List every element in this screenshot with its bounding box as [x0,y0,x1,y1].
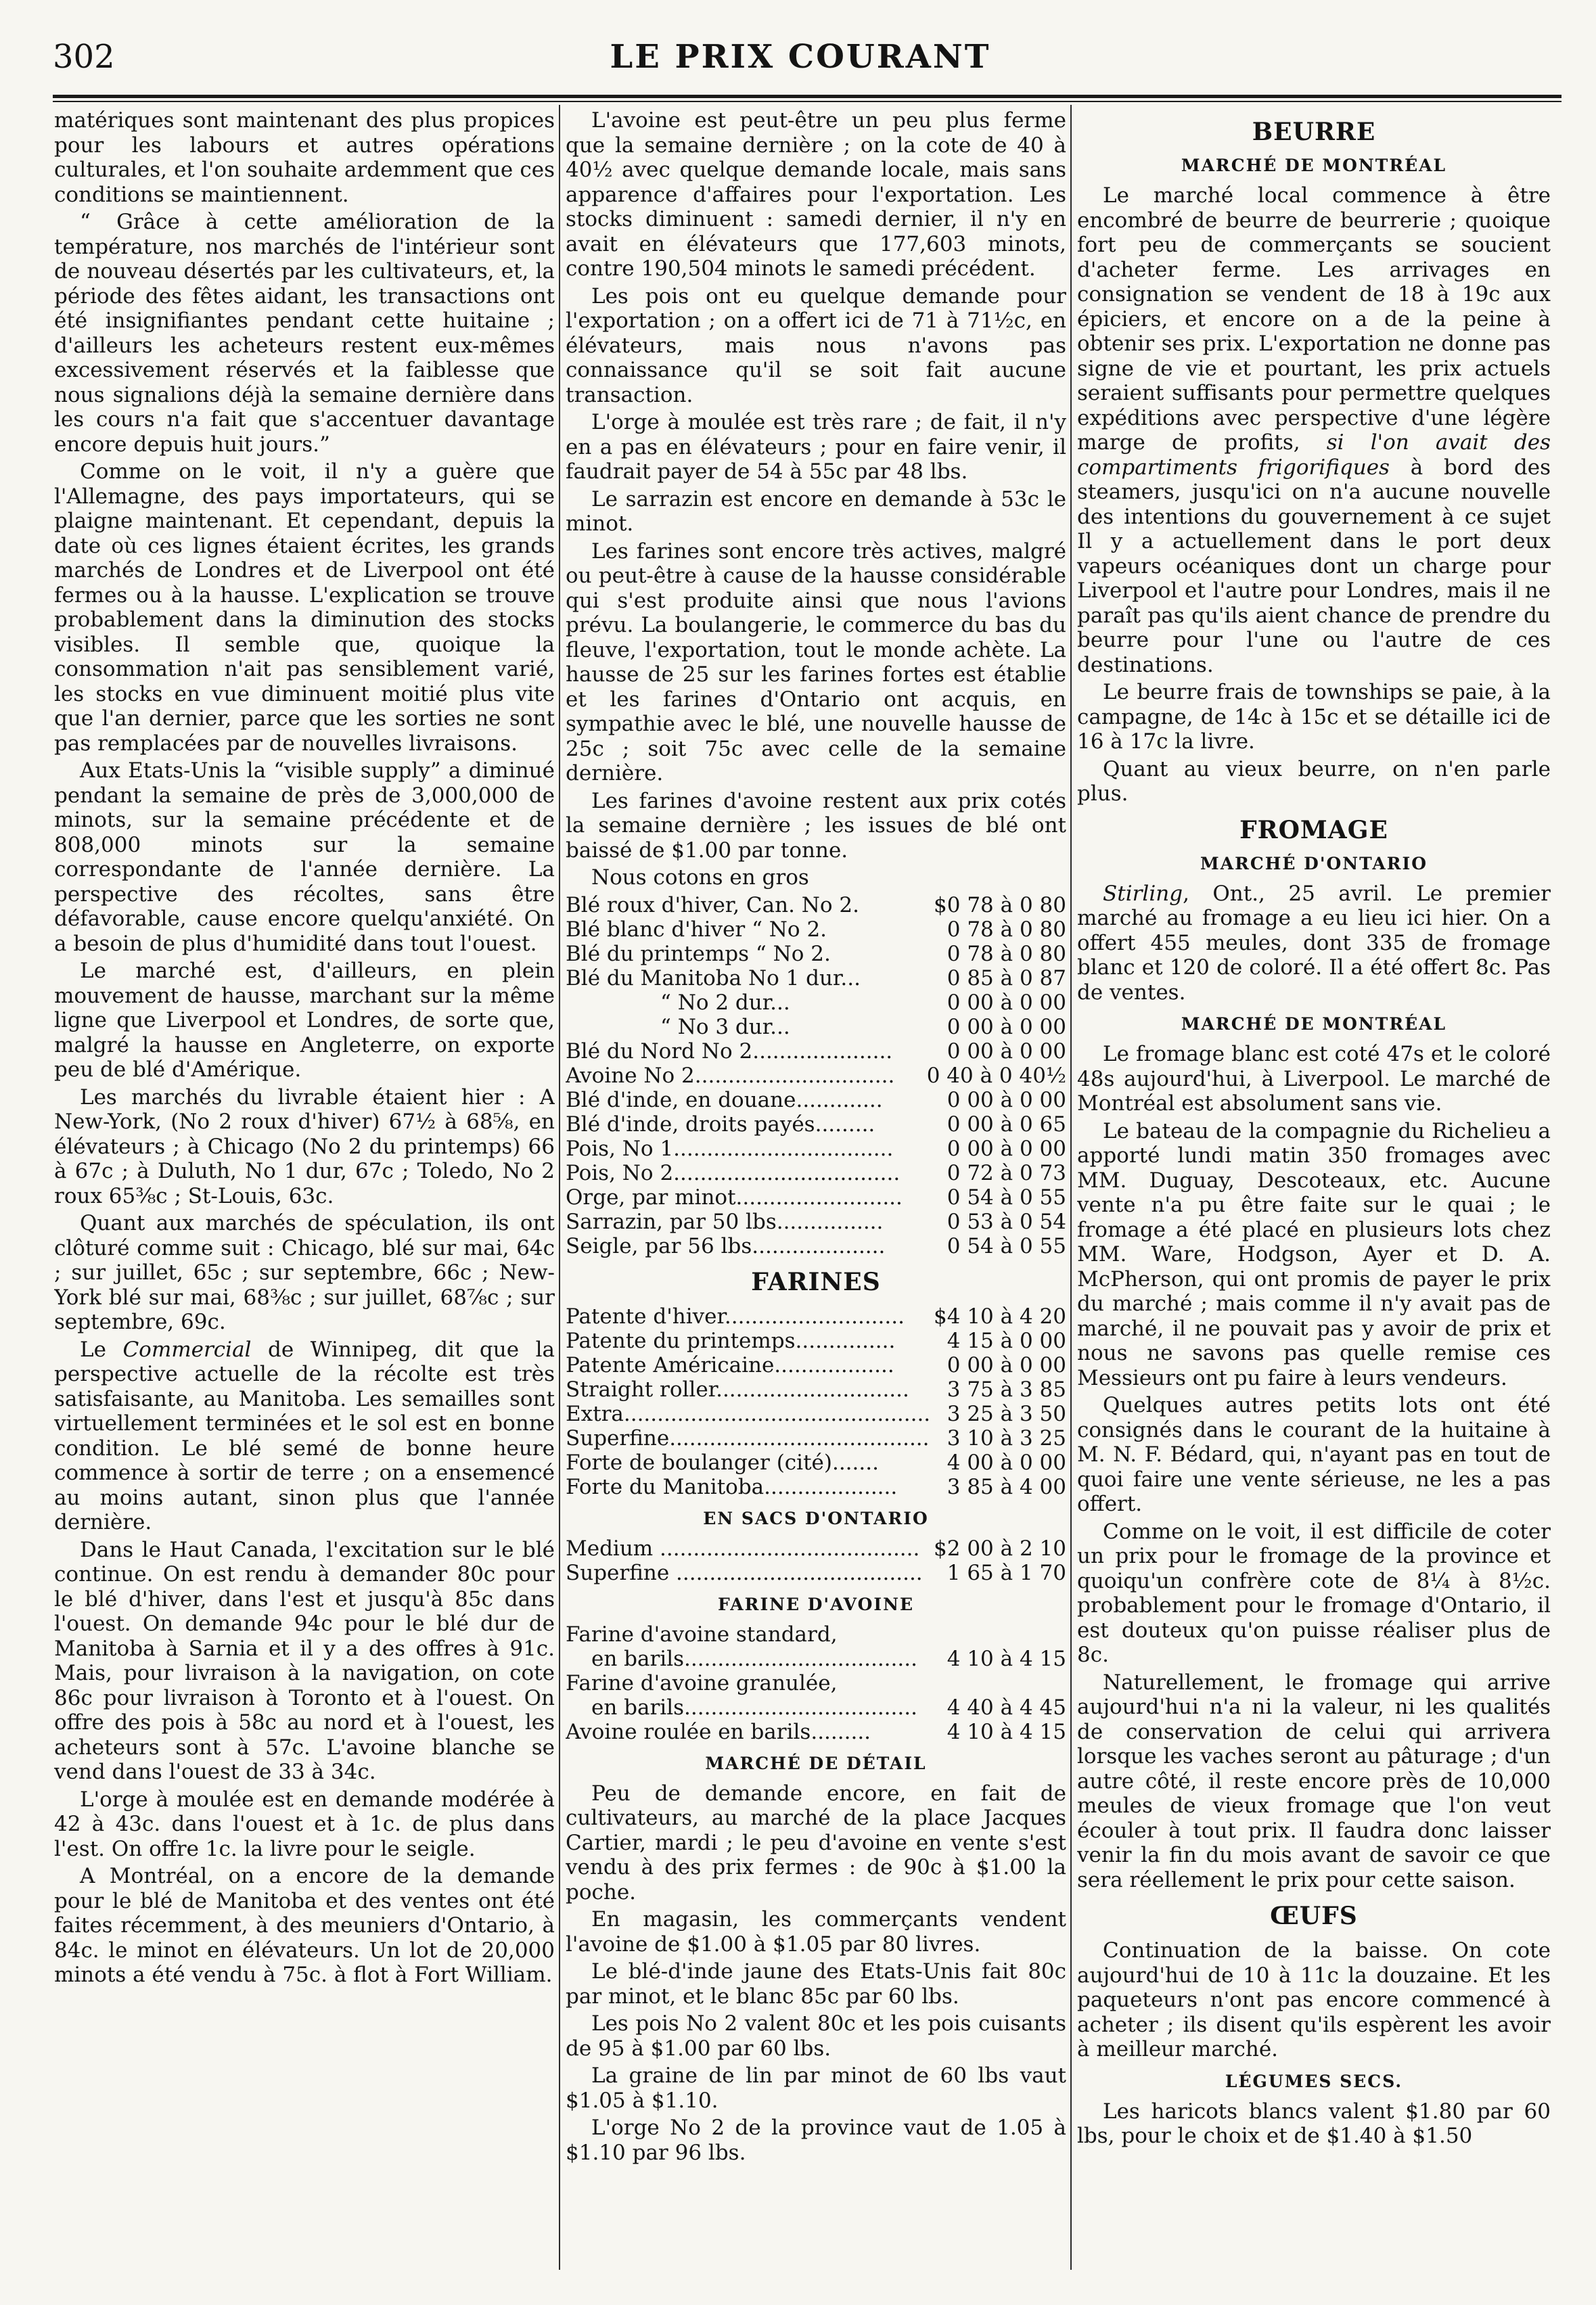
price-label: Blé du printemps “ No 2. [566,941,831,966]
section-heading-farines: FARINES [751,1267,881,1296]
article-paragraph: A Montréal, on a encore de la demande pour le blé de Manitoba et des ventes ont été faites récemment, à des meuniers d'Ontario, à 84c. le minot en élévateurs. Un lot de 20,000 minots a été vendu à 75c. à flot à Fort William. [54,1864,555,1987]
subsection-heading: MARCHÉ DE MONTRÉAL [1181,156,1447,175]
oatmeal-price-table [566,1622,1066,1744]
price-row [566,1377,1066,1402]
article-paragraph: matériques sont maintenant des plus propices pour les labours et autres opérations culturales, et l'on souhaite ardemment que ces conditions se maintiennent. [54,108,555,207]
price-value: 0 53 à 0 54 [947,1209,1066,1234]
price-value: 0 00 à 0 00 [947,1039,1066,1064]
price-label: Blé du Manitoba No 1 dur... [566,965,861,990]
column-2 [566,108,1066,2266]
price-label: Pois, No 2.................................. [566,1160,900,1185]
article-paragraph: Le blé-d'inde jaune des Etats-Unis fait 80c par minot, et le blanc 85c par 60 lbs. [566,1959,1066,2009]
price-row [566,1185,1066,1210]
article-paragraph: Quelques autres petits lots ont été consignés dans le courant de la huitaine à M. N. F. Bédard, qui, n'ayant pas en tout de quoi faire une vente sérieuse, ne les a pas offert. [1077,1393,1551,1516]
article-paragraph: Comme on le voit, il est difficile de coter un prix pour le fromage de la province et quoiqu'un confrère cote de 8¼ à 8½c. probablement pour le fromage d'Ontario, il est douteux qu'on puisse réaliser plus de 8c. [1077,1519,1551,1667]
price-label: Seigle, par 56 lbs.................... [566,1233,886,1258]
price-value: 0 00 à 0 00 [947,1352,1066,1377]
price-value: 0 00 à 0 00 [947,1136,1066,1161]
article-paragraph [1077,882,1551,1005]
column-1 [54,108,555,2266]
price-row [566,1720,1066,1744]
price-value: 0 40 à 0 40½ [926,1063,1066,1088]
article-paragraph: Les pois No 2 valent 80c et les pois cuisants de 95 à $1.00 par 60 lbs. [566,2011,1066,2061]
column-3 [1077,108,1551,2266]
article-paragraph: Les pois ont eu quelque demande pour l'exportation ; on a offert ici de 71 à 71½c, en élévateurs, mais nous n'avons pas connaissance qu'il se soit fait aucune transaction. [566,283,1066,407]
price-value: $2 00 à 2 10 [934,1536,1066,1561]
price-label: Blé d'inde, en douane............. [566,1087,883,1112]
price-row [566,1112,1066,1137]
column-divider [1070,105,1072,2270]
article-paragraph: Le fromage blanc est coté 47s et le coloré 48s aujourd'hui, à Liverpool. Le marché de Montréal est absolument sans vie. [1077,1042,1551,1116]
subsection-heading-detail: MARCHÉ DE DÉTAIL [705,1753,927,1773]
flour-price-table [566,1304,1066,1499]
article-paragraph: Les farines d'avoine restent aux prix cotés la semaine dernière ; les issues de blé ont baissé de $1.00 par tonne. [566,788,1066,863]
article-paragraph: Les marchés du livrable étaient hier : A New-York, (No 2 roux d'hiver) 67½ à 68⅝, en élévateurs ; à Chicago (No 2 du printemps) 66 à 67c ; à Duluth, No 1 dur, 67c ; Toledo, No 2 roux 65⅜c ; St-Louis, 63c. [54,1085,555,1208]
price-row [566,966,1066,990]
price-value: 4 15 à 0 00 [947,1328,1066,1353]
text-run: Le [80,1337,123,1362]
price-value: 0 72 à 0 73 [947,1160,1066,1185]
article-paragraph: Dans le Haut Canada, l'excitation sur le blé continue. On est rendu à demander 80c pour le blé d'hiver, dans l'est et jusqu'à 85c dans l'ouest. On demande 94c pour le blé dur de Manitoba à Sarnia et il y a des offres à 91c. Mais, pour livraison à la navigation, on cote 86c pour livraison à Toronto et à l'ouest. On offre des pois à 58c au nord et à l'ouest, les acheteurs sont à 57c. L'avoine blanche se vend dans l'ouest de 33 à 34c. [54,1537,555,1784]
price-row [566,1304,1066,1329]
subsection-heading: MARCHÉ D'ONTARIO [1200,853,1428,873]
article-paragraph: Comme on le voit, il n'y a guère que l'Allemagne, des pays importateurs, qui se plaigne maintenant. Et cependant, depuis la date où ces lignes étaient écrites, les grands marchés de Londres et de Liverpool ont été fermes ou à la hausse. L'explication se trouve probablement dans la diminution des stocks visibles. Il semble que, quoique la consommation n'ait pas sensiblement varié, les stocks en vue diminuent moitié plus vite que l'an dernier, parce que les sorties ne sont pas remplacées par de nouvelles livraisons. [54,459,555,756]
price-row [566,893,1066,917]
price-row [566,1475,1066,1499]
price-row [566,1234,1066,1258]
text-run: Le marché local commence à être encombré de beurre de beurrerie ; quoique fort peu de commerçants se soucient d'acheter ferme. Les arrivages en consignation se vendent de 18 à 19c aux épiciers, et encore on a de la peine à obtenir ses prix. L'exportation ne donne pas signe de vie et pourtant, les prix actuels seraient suffisants pour permettre quelques expéditions avec perspective d'une légère marge de profits, [1077,183,1551,455]
price-value: 4 00 à 0 00 [947,1450,1066,1475]
price-label: en barils................................... [591,1695,917,1720]
price-value: 3 75 à 3 85 [947,1377,1066,1402]
price-value: 0 85 à 0 87 [947,965,1066,990]
price-row [566,1402,1066,1426]
article-paragraph: Quant au vieux beurre, on n'en parle plus. [1077,756,1551,806]
article-paragraph: La graine de lin par minot de 60 lbs vaut $1.05 à $1.10. [566,2063,1066,2113]
article-paragraph [1077,183,1551,677]
italic-text: si l'on avait des compartiments frigorifiques [1077,430,1551,480]
section-heading-fromage: FROMAGE [1239,815,1388,844]
article-paragraph: Peu de demande encore, en fait de cultivateurs, au marché de la place Jacques Cartier, mardi ; le peu d'avoine en vente s'est vendu à des prix fermes : de 90c à $1.00 la poche. [566,1781,1066,1904]
running-title: LE PRIX COURANT [610,38,991,76]
price-row [566,1647,1066,1671]
subsection-heading: MARCHÉ DE MONTRÉAL [1181,1014,1447,1034]
article-paragraph: Continuation de la baisse. On cote aujourd'hui de 10 à 11c la douzaine. Et les paqueteurs n'ont pas encore commencé à acheter ; ils disent qu'ils espèrent les avoir à meilleur marché. [1077,1938,1551,2061]
price-value: 4 10 à 4 15 [947,1719,1066,1744]
column-divider [559,105,560,2270]
price-row [566,1088,1066,1112]
price-value: 0 54 à 0 55 [947,1185,1066,1210]
price-label: Farine d'avoine standard, [566,1622,838,1647]
article-paragraph: L'orge à moulée est en demande modérée à 42 à 43c. dans l'ouest et à 1c. de plus dans l'est. On offre 1c. la livre pour le seigle. [54,1787,555,1861]
price-label: Forte du Manitoba.................... [566,1474,898,1499]
section-heading-beurre: BEURRE [1252,118,1376,146]
price-label: Farine d'avoine granulée, [566,1670,838,1695]
price-row [566,917,1066,942]
subsection-heading-legumes: LÉGUMES SECS. [1225,2071,1403,2091]
price-list-intro: Nous cotons en gros [591,865,809,890]
text-run: de Winnipeg, dit que la perspective actuelle de la récolte est très satisfaisante, au Manitoba. Les semailles sont virtuellement terminées et le sol est en bonne condition. Le blé semé de bonne heure commence à sortir de terre ; on a ensemencé au moins autant, sinon plus que l'année dernière. [54,1337,555,1534]
price-label: Avoine roulée en barils......... [566,1719,871,1744]
price-label: Blé d'inde, droits payés......... [566,1112,875,1137]
price-value: 4 10 à 4 15 [947,1646,1066,1671]
price-value: 0 00 à 0 00 [947,990,1066,1015]
subsection-heading-sacs: EN SACS D'ONTARIO [703,1508,929,1528]
price-label: “ No 2 dur... [660,990,790,1015]
price-value: 3 25 à 3 50 [947,1401,1066,1426]
price-value: 3 85 à 4 00 [947,1474,1066,1499]
subsection-heading-avoine: FARINE D'AVOINE [717,1594,914,1614]
price-row [566,1695,1066,1720]
price-row [566,1671,1066,1695]
price-value: 0 00 à 0 65 [947,1112,1066,1137]
price-label: Superfine....................................... [566,1425,930,1451]
header-rule-thin [53,101,1561,102]
price-row [566,1015,1066,1039]
price-value: 0 54 à 0 55 [947,1233,1066,1258]
price-label: Medium ....................................... [566,1536,920,1561]
price-value: 0 78 à 0 80 [947,941,1066,966]
page-number: 302 [53,38,115,76]
text-run: à bord des steamers, jusqu'ici on n'a aucune nouvelle des intentions du gouvernement à ce sujet Il y a actuellement dans le port deux vapeurs océaniques dont un charge pour Liverpool et l'autre pour Londres, mais il ne paraît pas qu'ils aient chance de prendre du beurre pour l'une ou l'autre de ces destinations. [1077,455,1551,677]
place-name: Stirling [1103,881,1183,906]
section-heading-oeufs: ŒUFS [1270,1902,1358,1930]
text-run: , Ont., 25 avril. Le premier marché au fromage a eu lieu ici hier. On a offert 455 meules, dont 335 de fromage blanc et 120 de coloré. Il a été offert 8c. Pas de ventes. [1077,881,1551,1005]
article-paragraph: Le bateau de la compagnie du Richelieu a apporté lundi matin 350 fromages avec MM. Duguay, Descoteaux, etc. Aucune vente n'a pu être faite sur le quai ; le fromage a été placé en plusieurs lots chez MM. Ware, Hodgson, Ayer et D. A. McPherson, qui ont promis de payer le prix du marché ; mais comme il n'y avait pas de marché, il ne pouvait pas y avoir de prix et nous ne savons pas quelle remise ces Messieurs ont pu faire à leurs vendeurs. [1077,1118,1551,1390]
article-paragraph: L'orge No 2 de la province vaut de 1.05 à $1.10 par 96 lbs. [566,2116,1066,2165]
price-label: Orge, par minot......................... [566,1185,903,1210]
price-value: $4 10 à 4 20 [934,1304,1066,1329]
price-label: Superfine ..................................... [566,1560,923,1585]
price-row [566,1210,1066,1234]
price-value: 3 10 à 3 25 [947,1425,1066,1451]
price-value: 1 65 à 1 70 [947,1560,1066,1585]
article-paragraph: “ Grâce à cette amélioration de la température, nos marchés de l'intérieur sont de nouveau désertés par les cultivateurs, et, la période des fêtes aidant, les transactions ont été insignifiantes pendant cette huitaine ; d'ailleurs les acheteurs restent eux-mêmes excessivement réservés et la faiblesse que nous signalions déjà la semaine dernière dans les cours n'a fait que s'accentuer davantage encore depuis huit jours.” [54,210,555,457]
price-label: Patente d'hiver........................... [566,1304,905,1329]
price-row [566,1451,1066,1475]
price-label: Forte de boulanger (cité)....... [566,1450,879,1475]
price-label: Sarrazin, par 50 lbs................ [566,1209,884,1234]
price-row [566,1561,1066,1585]
article-paragraph: Le marché est, d'ailleurs, en plein mouvement de hausse, marchant sur la même ligne que Liverpool et Londres, de sorte que, malgré la hausse en Angleterre, on exporte peu de blé d'Amérique. [54,959,555,1082]
price-label: Avoine No 2.............................. [566,1063,895,1088]
article-paragraph: Les haricots blancs valent $1.80 par 60 lbs, pour le choix et de $1.40 à $1.50 [1077,2099,1551,2148]
article-paragraph [54,1338,555,1535]
price-value: $0 78 à 0 80 [934,892,1066,917]
article-paragraph: Naturellement, le fromage qui arrive aujourd'hui n'a ni la valeur, ni les qualités de conservation de celui qui arrivera lorsque les vaches seront au pâturage ; d'un autre côté, il reste encore près de 10,000 meules de vieux fromage que l'on veut écouler à tout prix. Il faudra donc laisser venir la fin du mois avant de savoir ce que sera réellement le prix pour cette saison. [1077,1670,1551,1892]
article-paragraph: L'orge à moulée est très rare ; de fait, il n'y en a pas en élévateurs ; pour en faire venir, il faudrait payer de 54 à 55c par 48 lbs. [566,410,1066,484]
article-paragraph: Les farines sont encore très actives, malgré ou peut-être à cause de la hausse considérable qui s'est produite ainsi que nous l'avions prévu. La boulangerie, le commerce du bas du fleuve, l'exportation, tout le monde achète. La hausse de 25 sur les farines fortes est établie et les farines d'Ontario ont acquis, en sympathie avec le blé, une nouvelle hausse de 25c ; soit 75c avec celle de la semaine dernière. [566,539,1066,785]
price-label: Blé blanc d'hiver “ No 2. [566,917,827,942]
article-paragraph: Aux Etats-Unis la “visible supply” a diminué pendant la semaine de près de 3,000,000 de minots, sur la semaine précédente et de 808,000 minots sur la semaine correspondante de l'année dernière. La perspective des récoltes, sans être défavorable, cause encore quelqu'anxiété. On a besoin de plus d'humidité dans tout l'ouest. [54,758,555,956]
price-row [566,1622,1066,1647]
price-label: en barils................................... [591,1646,917,1671]
price-row [566,1353,1066,1377]
price-row [566,1329,1066,1353]
article-paragraph: Le sarrazin est encore en demande à 53c le minot. [566,486,1066,536]
grain-price-table [566,893,1066,1258]
price-row [566,1137,1066,1161]
price-label: Patente Américaine.................. [566,1352,894,1377]
price-row [566,1039,1066,1064]
price-value: 4 40 à 4 45 [947,1695,1066,1720]
price-row [566,1426,1066,1451]
page-header [53,32,1548,80]
publication-name: Commercial [122,1337,252,1362]
price-value: 0 00 à 0 00 [947,1087,1066,1112]
header-rule [53,95,1561,98]
price-label: Pois, No 1................................. [566,1136,894,1161]
article-paragraph: En magasin, les commerçants vendent l'avoine de $1.00 à $1.05 par 80 livres. [566,1907,1066,1957]
price-value: 0 00 à 0 00 [947,1014,1066,1039]
price-row [566,942,1066,966]
sacks-price-table [566,1536,1066,1585]
price-label: Patente du printemps............... [566,1328,896,1353]
price-label: Blé roux d'hiver, Can. No 2. [566,892,859,917]
price-label: “ No 3 dur... [660,1014,790,1039]
price-row [566,1064,1066,1088]
price-label: Straight roller............................. [566,1377,909,1402]
article-paragraph: Quant aux marchés de spéculation, ils ont clôturé comme suit : Chicago, blé sur mai, 64c ; sur juillet, 65c ; sur septembre, 66c ; New-York blé sur mai, 68⅜c ; sur juillet, 68⅞c ; sur septembre, 69c. [54,1211,555,1334]
price-label: Blé du Nord No 2..................... [566,1039,893,1064]
price-row [566,1536,1066,1561]
article-paragraph: Le beurre frais de townships se paie, à la campagne, de 14c à 15c et se détaille ici de 16 à 17c la livre. [1077,680,1551,754]
price-row [566,990,1066,1015]
article-paragraph: L'avoine est peut-être un peu plus ferme que la semaine dernière ; on la cote de 40 à 40½ avec quelque demande locale, mais sans apparence d'affaires pour l'exportation. Les stocks diminuent : samedi dernier, il n'y en avait en élévateurs que 177,603 minots, contre 190,504 minots le samedi précédent. [566,108,1066,281]
price-value: 0 78 à 0 80 [947,917,1066,942]
price-row [566,1161,1066,1185]
price-label: Extra.............................................. [566,1401,931,1426]
